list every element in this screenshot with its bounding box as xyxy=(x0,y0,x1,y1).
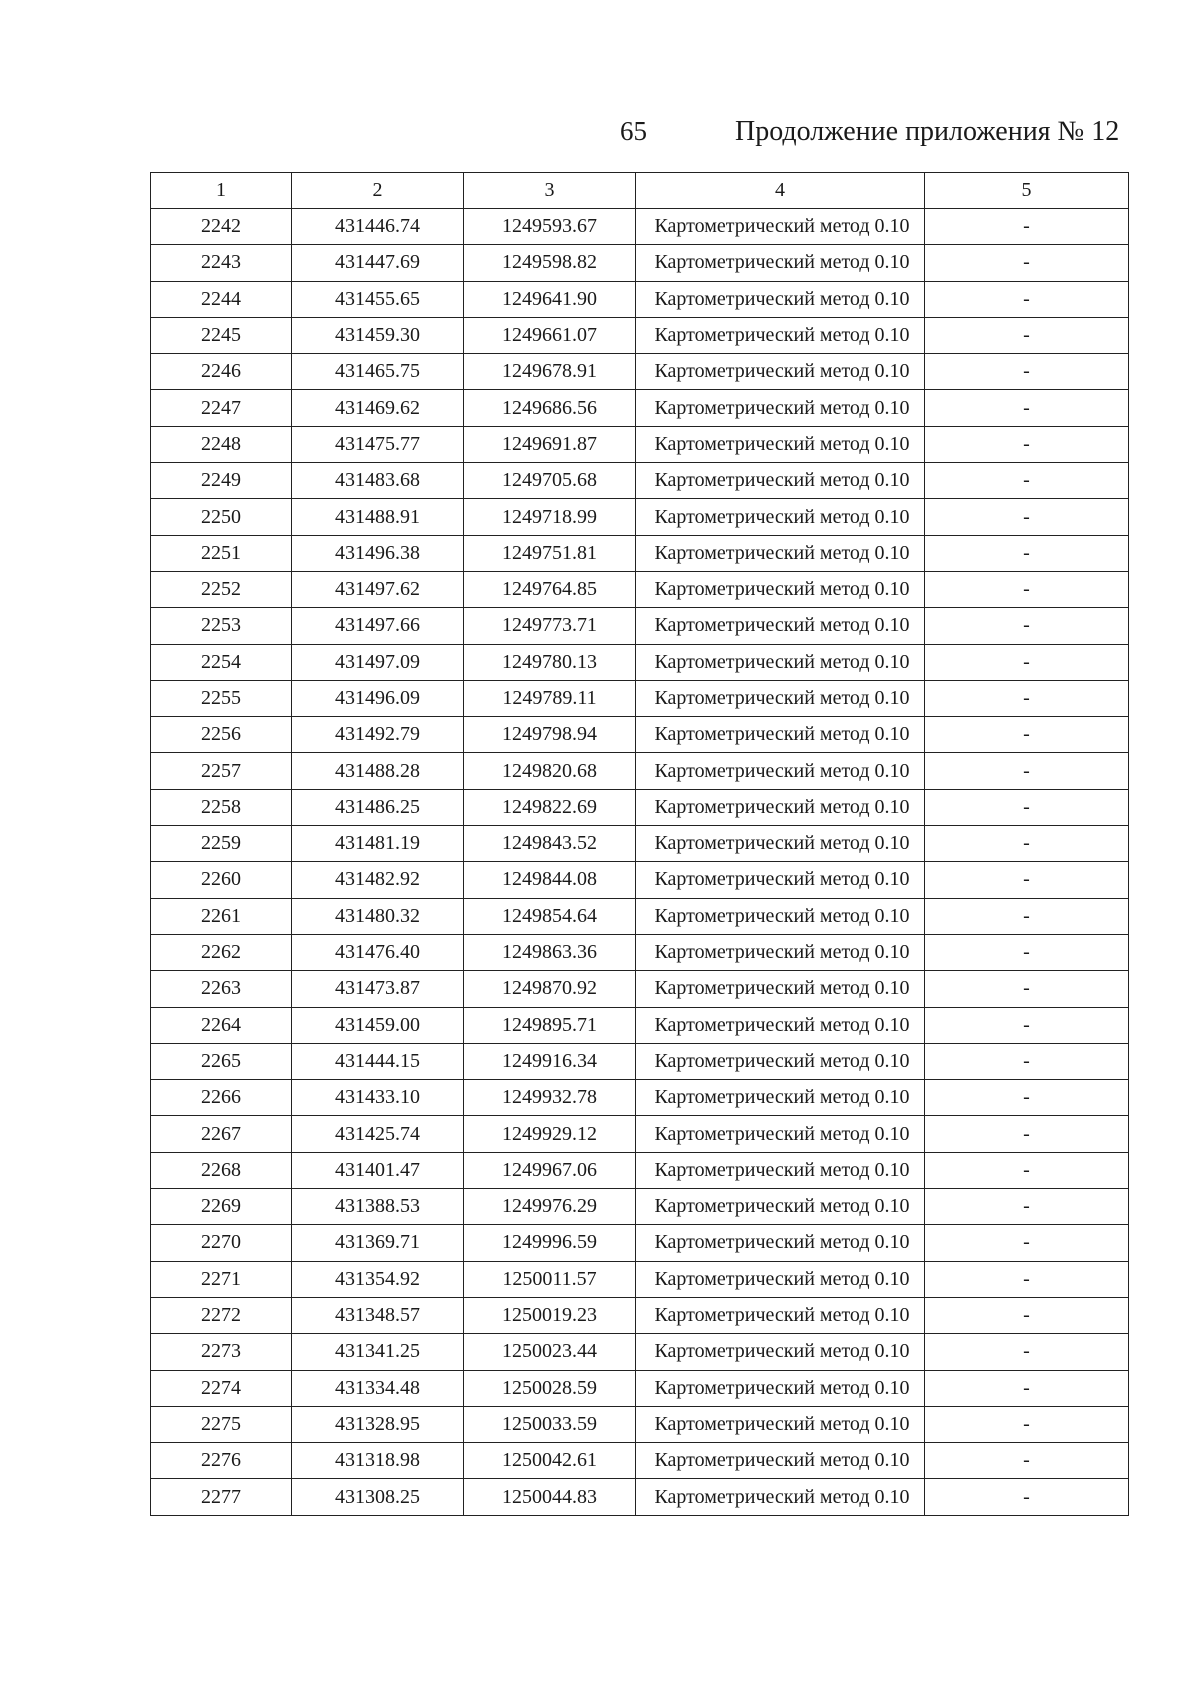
column-header-3: 3 xyxy=(464,173,636,209)
table-cell-col-2: 431328.95 xyxy=(292,1406,464,1442)
table-cell-col-4: Картометрический метод 0.10 xyxy=(636,753,925,789)
table-cell-col-1: 2270 xyxy=(151,1225,292,1261)
table-row xyxy=(151,1043,1129,1079)
table-row xyxy=(151,680,1129,716)
table-cell-col-1: 2256 xyxy=(151,717,292,753)
table-row xyxy=(151,354,1129,390)
table-cell-col-1: 2269 xyxy=(151,1189,292,1225)
table-cell-col-4: Картометрический метод 0.10 xyxy=(636,898,925,934)
table-cell-col-1: 2260 xyxy=(151,862,292,898)
table-cell-col-5: - xyxy=(925,463,1129,499)
table-cell-col-4: Картометрический метод 0.10 xyxy=(636,1225,925,1261)
table-cell-col-5: - xyxy=(925,1225,1129,1261)
table-row xyxy=(151,898,1129,934)
table-cell-col-2: 431444.15 xyxy=(292,1043,464,1079)
table-row xyxy=(151,971,1129,1007)
table-cell-col-3: 1249678.91 xyxy=(464,354,636,390)
table-cell-col-5: - xyxy=(925,1080,1129,1116)
table-row xyxy=(151,862,1129,898)
table-cell-col-4: Картометрический метод 0.10 xyxy=(636,1116,925,1152)
column-header-5: 5 xyxy=(925,173,1129,209)
table-cell-col-5: - xyxy=(925,317,1129,353)
table-cell-col-2: 431354.92 xyxy=(292,1261,464,1297)
table-cell-col-2: 431425.74 xyxy=(292,1116,464,1152)
table-row xyxy=(151,1189,1129,1225)
table-row xyxy=(151,245,1129,281)
table-cell-col-1: 2245 xyxy=(151,317,292,353)
table-cell-col-4: Картометрический метод 0.10 xyxy=(636,644,925,680)
table-cell-col-2: 431388.53 xyxy=(292,1189,464,1225)
table-cell-col-1: 2252 xyxy=(151,571,292,607)
table-cell-col-1: 2268 xyxy=(151,1152,292,1188)
table-cell-col-5: - xyxy=(925,1043,1129,1079)
table-cell-col-1: 2254 xyxy=(151,644,292,680)
table-cell-col-4: Картометрический метод 0.10 xyxy=(636,608,925,644)
table-cell-col-3: 1249593.67 xyxy=(464,209,636,245)
table-cell-col-5: - xyxy=(925,1370,1129,1406)
table-cell-col-4: Картометрический метод 0.10 xyxy=(636,209,925,245)
table-cell-col-1: 2258 xyxy=(151,789,292,825)
table-row xyxy=(151,1406,1129,1442)
table-cell-col-3: 1249789.11 xyxy=(464,680,636,716)
table-cell-col-4: Картометрический метод 0.10 xyxy=(636,680,925,716)
table-cell-col-2: 431486.25 xyxy=(292,789,464,825)
table-row xyxy=(151,317,1129,353)
table-cell-col-3: 1249820.68 xyxy=(464,753,636,789)
table-cell-col-1: 2243 xyxy=(151,245,292,281)
table-cell-col-4: Картометрический метод 0.10 xyxy=(636,1189,925,1225)
table-cell-col-3: 1249691.87 xyxy=(464,426,636,462)
column-header-2: 2 xyxy=(292,173,464,209)
table-cell-col-3: 1249870.92 xyxy=(464,971,636,1007)
table-cell-col-4: Картометрический метод 0.10 xyxy=(636,1261,925,1297)
table-cell-col-3: 1249932.78 xyxy=(464,1080,636,1116)
table-cell-col-5: - xyxy=(925,1189,1129,1225)
table-cell-col-2: 431488.91 xyxy=(292,499,464,535)
table-cell-col-4: Картометрический метод 0.10 xyxy=(636,499,925,535)
table-cell-col-5: - xyxy=(925,680,1129,716)
table-cell-col-1: 2253 xyxy=(151,608,292,644)
table-row xyxy=(151,426,1129,462)
table-row xyxy=(151,753,1129,789)
table-cell-col-5: - xyxy=(925,644,1129,680)
table-cell-col-3: 1249976.29 xyxy=(464,1189,636,1225)
table-cell-col-4: Картометрический метод 0.10 xyxy=(636,1406,925,1442)
table-cell-col-2: 431480.32 xyxy=(292,898,464,934)
table-cell-col-4: Картометрический метод 0.10 xyxy=(636,1370,925,1406)
table-cell-col-5: - xyxy=(925,1406,1129,1442)
table-row xyxy=(151,499,1129,535)
table-cell-col-2: 431469.62 xyxy=(292,390,464,426)
table-row xyxy=(151,535,1129,571)
table-body xyxy=(151,209,1129,1516)
table-cell-col-5: - xyxy=(925,499,1129,535)
table-cell-col-2: 431465.75 xyxy=(292,354,464,390)
table-cell-col-5: - xyxy=(925,898,1129,934)
table-cell-col-3: 1249863.36 xyxy=(464,934,636,970)
table-row xyxy=(151,1007,1129,1043)
table-cell-col-3: 1249916.34 xyxy=(464,1043,636,1079)
table-cell-col-1: 2275 xyxy=(151,1406,292,1442)
table-cell-col-4: Картометрический метод 0.10 xyxy=(636,571,925,607)
table-row xyxy=(151,571,1129,607)
table-cell-col-1: 2259 xyxy=(151,826,292,862)
table-cell-col-3: 1249751.81 xyxy=(464,535,636,571)
table-cell-col-5: - xyxy=(925,753,1129,789)
table-cell-col-2: 431497.62 xyxy=(292,571,464,607)
table-cell-col-5: - xyxy=(925,209,1129,245)
table-cell-col-4: Картометрический метод 0.10 xyxy=(636,245,925,281)
table-cell-col-1: 2273 xyxy=(151,1334,292,1370)
table-cell-col-2: 431496.09 xyxy=(292,680,464,716)
table-cell-col-4: Картометрический метод 0.10 xyxy=(636,1007,925,1043)
table-cell-col-5: - xyxy=(925,717,1129,753)
table-cell-col-2: 431483.68 xyxy=(292,463,464,499)
table-cell-col-5: - xyxy=(925,571,1129,607)
table-cell-col-3: 1249929.12 xyxy=(464,1116,636,1152)
table-cell-col-2: 431341.25 xyxy=(292,1334,464,1370)
table-cell-col-2: 431481.19 xyxy=(292,826,464,862)
table-cell-col-2: 431447.69 xyxy=(292,245,464,281)
table-cell-col-3: 1249822.69 xyxy=(464,789,636,825)
table-cell-col-3: 1250028.59 xyxy=(464,1370,636,1406)
table-cell-col-5: - xyxy=(925,826,1129,862)
table-row xyxy=(151,789,1129,825)
table-row xyxy=(151,1152,1129,1188)
table-cell-col-5: - xyxy=(925,971,1129,1007)
table-cell-col-4: Картометрический метод 0.10 xyxy=(636,1080,925,1116)
table-row xyxy=(151,209,1129,245)
table-cell-col-2: 431497.09 xyxy=(292,644,464,680)
table-cell-col-1: 2272 xyxy=(151,1297,292,1333)
table-cell-col-4: Картометрический метод 0.10 xyxy=(636,1443,925,1479)
table-cell-col-1: 2257 xyxy=(151,753,292,789)
table-cell-col-2: 431318.98 xyxy=(292,1443,464,1479)
table-cell-col-5: - xyxy=(925,608,1129,644)
table-cell-col-4: Картометрический метод 0.10 xyxy=(636,826,925,862)
table-cell-col-1: 2251 xyxy=(151,535,292,571)
table-cell-col-3: 1249705.68 xyxy=(464,463,636,499)
appendix-continuation-title: Продолжение приложения № 12 xyxy=(735,116,1120,147)
table-cell-col-4: Картометрический метод 0.10 xyxy=(636,317,925,353)
table-cell-col-4: Картометрический метод 0.10 xyxy=(636,463,925,499)
table-cell-col-1: 2266 xyxy=(151,1080,292,1116)
column-header-4: 4 xyxy=(636,173,925,209)
table-row xyxy=(151,608,1129,644)
table-cell-col-2: 431459.00 xyxy=(292,1007,464,1043)
table-cell-col-3: 1250023.44 xyxy=(464,1334,636,1370)
table-row xyxy=(151,281,1129,317)
table-cell-col-2: 431497.66 xyxy=(292,608,464,644)
table-row xyxy=(151,1370,1129,1406)
table-row xyxy=(151,390,1129,426)
table-cell-col-1: 2255 xyxy=(151,680,292,716)
column-header-1: 1 xyxy=(151,173,292,209)
table-cell-col-3: 1249598.82 xyxy=(464,245,636,281)
coordinates-table xyxy=(150,172,1129,1516)
table-cell-col-4: Картометрический метод 0.10 xyxy=(636,862,925,898)
table-cell-col-2: 431476.40 xyxy=(292,934,464,970)
table-cell-col-5: - xyxy=(925,1443,1129,1479)
table-cell-col-4: Картометрический метод 0.10 xyxy=(636,390,925,426)
table-cell-col-3: 1249895.71 xyxy=(464,1007,636,1043)
table-cell-col-5: - xyxy=(925,1007,1129,1043)
table-cell-col-2: 431475.77 xyxy=(292,426,464,462)
table-cell-col-1: 2250 xyxy=(151,499,292,535)
table-cell-col-3: 1249854.64 xyxy=(464,898,636,934)
table-cell-col-4: Картометрический метод 0.10 xyxy=(636,1334,925,1370)
table-cell-col-4: Картометрический метод 0.10 xyxy=(636,717,925,753)
table-row xyxy=(151,463,1129,499)
table-cell-col-3: 1249780.13 xyxy=(464,644,636,680)
table-cell-col-1: 2276 xyxy=(151,1443,292,1479)
table-cell-col-4: Картометрический метод 0.10 xyxy=(636,1297,925,1333)
table-cell-col-5: - xyxy=(925,934,1129,970)
table-cell-col-5: - xyxy=(925,281,1129,317)
table-cell-col-1: 2247 xyxy=(151,390,292,426)
table-cell-col-5: - xyxy=(925,390,1129,426)
page-number: 65 xyxy=(620,116,647,146)
table-cell-col-1: 2274 xyxy=(151,1370,292,1406)
table-row xyxy=(151,717,1129,753)
table-cell-col-2: 431455.65 xyxy=(292,281,464,317)
table-row xyxy=(151,1443,1129,1479)
table-cell-col-2: 431308.25 xyxy=(292,1479,464,1515)
table-row xyxy=(151,1334,1129,1370)
table-cell-col-5: - xyxy=(925,1261,1129,1297)
table-cell-col-4: Картометрический метод 0.10 xyxy=(636,971,925,1007)
table-row xyxy=(151,934,1129,970)
table-cell-col-2: 431401.47 xyxy=(292,1152,464,1188)
table-cell-col-1: 2249 xyxy=(151,463,292,499)
table-cell-col-5: - xyxy=(925,1297,1129,1333)
table-cell-col-5: - xyxy=(925,789,1129,825)
table-cell-col-4: Картометрический метод 0.10 xyxy=(636,934,925,970)
table-cell-col-3: 1250042.61 xyxy=(464,1443,636,1479)
table-cell-col-3: 1249686.56 xyxy=(464,390,636,426)
table-cell-col-5: - xyxy=(925,354,1129,390)
table-cell-col-4: Картометрический метод 0.10 xyxy=(636,354,925,390)
table-cell-col-1: 2242 xyxy=(151,209,292,245)
table-cell-col-5: - xyxy=(925,1152,1129,1188)
table-cell-col-1: 2246 xyxy=(151,354,292,390)
table-cell-col-5: - xyxy=(925,1116,1129,1152)
table-cell-col-3: 1249718.99 xyxy=(464,499,636,535)
table-cell-col-5: - xyxy=(925,245,1129,281)
table-row xyxy=(151,1261,1129,1297)
table-cell-col-2: 431433.10 xyxy=(292,1080,464,1116)
table-cell-col-1: 2265 xyxy=(151,1043,292,1079)
table-cell-col-3: 1250011.57 xyxy=(464,1261,636,1297)
table-cell-col-5: - xyxy=(925,1334,1129,1370)
table-cell-col-2: 431446.74 xyxy=(292,209,464,245)
page-header xyxy=(0,110,1200,150)
table-cell-col-5: - xyxy=(925,426,1129,462)
table-cell-col-3: 1249641.90 xyxy=(464,281,636,317)
table-cell-col-2: 431334.48 xyxy=(292,1370,464,1406)
table-cell-col-3: 1249967.06 xyxy=(464,1152,636,1188)
table-cell-col-4: Картометрический метод 0.10 xyxy=(636,281,925,317)
table-row xyxy=(151,1116,1129,1152)
table-cell-col-3: 1249996.59 xyxy=(464,1225,636,1261)
table-cell-col-5: - xyxy=(925,862,1129,898)
table-cell-col-3: 1250033.59 xyxy=(464,1406,636,1442)
table-cell-col-1: 2263 xyxy=(151,971,292,1007)
table-cell-col-1: 2271 xyxy=(151,1261,292,1297)
table-cell-col-1: 2264 xyxy=(151,1007,292,1043)
table-row xyxy=(151,826,1129,862)
table-cell-col-2: 431459.30 xyxy=(292,317,464,353)
table-cell-col-4: Картометрический метод 0.10 xyxy=(636,535,925,571)
table-cell-col-1: 2244 xyxy=(151,281,292,317)
table-cell-col-4: Картометрический метод 0.10 xyxy=(636,1479,925,1515)
table-row xyxy=(151,1225,1129,1261)
table-cell-col-4: Картометрический метод 0.10 xyxy=(636,789,925,825)
table-cell-col-3: 1249661.07 xyxy=(464,317,636,353)
table-cell-col-3: 1249843.52 xyxy=(464,826,636,862)
table-cell-col-3: 1250019.23 xyxy=(464,1297,636,1333)
table-cell-col-2: 431492.79 xyxy=(292,717,464,753)
table-cell-col-1: 2267 xyxy=(151,1116,292,1152)
table-cell-col-2: 431488.28 xyxy=(292,753,464,789)
table-cell-col-2: 431369.71 xyxy=(292,1225,464,1261)
table-cell-col-3: 1249844.08 xyxy=(464,862,636,898)
table-cell-col-1: 2261 xyxy=(151,898,292,934)
table-cell-col-2: 431473.87 xyxy=(292,971,464,1007)
table-cell-col-5: - xyxy=(925,535,1129,571)
coordinates-table-container xyxy=(150,172,1128,1516)
table-cell-col-2: 431348.57 xyxy=(292,1297,464,1333)
table-cell-col-4: Картометрический метод 0.10 xyxy=(636,1043,925,1079)
table-cell-col-4: Картометрический метод 0.10 xyxy=(636,1152,925,1188)
table-cell-col-1: 2262 xyxy=(151,934,292,970)
table-cell-col-4: Картометрический метод 0.10 xyxy=(636,426,925,462)
table-cell-col-3: 1249773.71 xyxy=(464,608,636,644)
table-row xyxy=(151,1479,1129,1515)
table-cell-col-3: 1249798.94 xyxy=(464,717,636,753)
table-cell-col-1: 2248 xyxy=(151,426,292,462)
table-row xyxy=(151,1297,1129,1333)
table-cell-col-3: 1250044.83 xyxy=(464,1479,636,1515)
table-cell-col-1: 2277 xyxy=(151,1479,292,1515)
table-cell-col-3: 1249764.85 xyxy=(464,571,636,607)
table-row xyxy=(151,1080,1129,1116)
table-cell-col-5: - xyxy=(925,1479,1129,1515)
table-header-row xyxy=(151,173,1129,209)
table-row xyxy=(151,644,1129,680)
table-cell-col-2: 431496.38 xyxy=(292,535,464,571)
table-cell-col-2: 431482.92 xyxy=(292,862,464,898)
